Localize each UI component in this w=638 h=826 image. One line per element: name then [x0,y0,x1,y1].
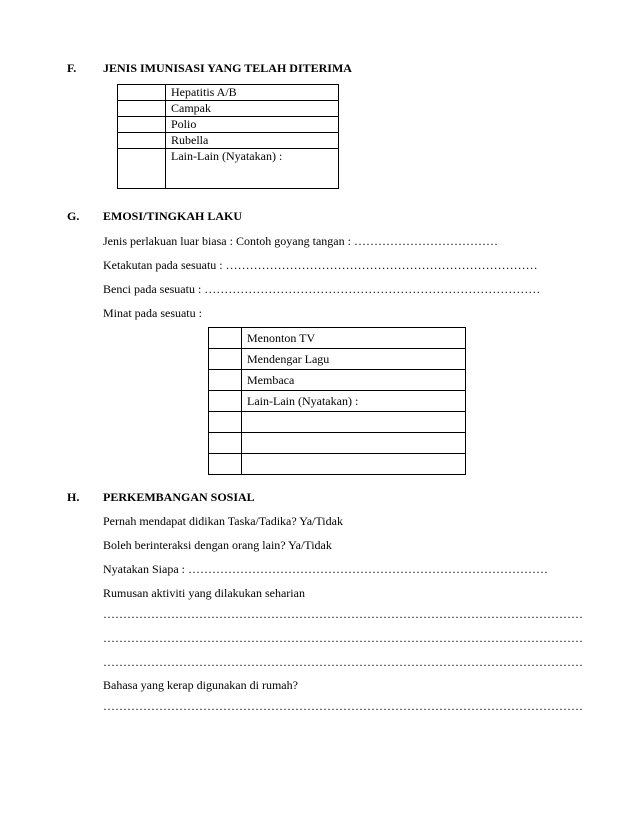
interest-checkbox[interactable] [209,433,242,454]
section-f-title: JENIS IMUNISASI YANG TELAH DITERIMA [103,61,352,75]
immunization-checkbox[interactable] [118,85,166,101]
section-h-letter: H. [67,490,80,504]
interests-table [208,327,466,475]
immunization-label: Polio [166,117,339,133]
immunization-label: Rubella [166,133,339,149]
home-language-label: Bahasa yang kerap digunakan di rumah? [103,678,298,692]
immunization-checkbox[interactable] [118,101,166,117]
daily-activities-line[interactable]: ………………………………………………………………………………………………………… [103,631,583,645]
immunization-checkbox[interactable] [118,149,166,189]
interest-checkbox[interactable] [209,454,242,475]
section-g-title: EMOSI/TINGKAH LAKU [103,209,243,223]
interest-checkbox[interactable] [209,391,242,412]
with-whom-line[interactable]: Nyatakan Siapa : ……………………………………………………………………………… [103,562,548,576]
interest-blank-field[interactable] [242,433,466,454]
daily-activities-label: Rumusan aktiviti yang dilakukan seharian [103,586,305,600]
interest-checkbox[interactable] [209,412,242,433]
interests-label: Minat pada sesuatu : [103,306,202,320]
interaction-question[interactable]: Boleh berinteraksi dengan orang lain? Ya/Tidak [103,538,332,552]
preschool-question[interactable]: Pernah mendapat didikan Taska/Tadika? Ya/Tidak [103,514,343,528]
interest-checkbox[interactable] [209,328,242,349]
immunization-label: Campak [166,101,339,117]
interest-checkbox[interactable] [209,349,242,370]
dislikes-line[interactable]: Benci pada sesuatu : ………………………………………………………………………… [103,282,541,296]
daily-activities-line[interactable]: ………………………………………………………………………………………………………… [103,607,583,621]
interest-checkbox[interactable] [209,370,242,391]
fears-line[interactable]: Ketakutan pada sesuatu : …………………………………………………………………… [103,258,538,272]
section-g-letter: G. [67,209,80,223]
interest-label: Membaca [242,370,466,391]
daily-activities-line[interactable]: ………………………………………………………………………………………………………… [103,655,583,669]
interest-blank-field[interactable] [242,454,466,475]
section-h-title: PERKEMBANGAN SOSIAL [103,490,255,504]
interest-label: Menonton TV [242,328,466,349]
immunization-checkbox[interactable] [118,117,166,133]
immunization-other-label: Lain-Lain (Nyatakan) : [166,149,339,189]
section-f-letter: F. [67,61,77,75]
immunization-table [117,84,339,189]
interest-label: Mendengar Lagu [242,349,466,370]
home-language-line[interactable]: ………………………………………………………………………………………………………… [103,699,583,713]
interest-blank-field[interactable] [242,412,466,433]
immunization-checkbox[interactable] [118,133,166,149]
interest-other-label: Lain-Lain (Nyatakan) : [242,391,466,412]
immunization-label: Hepatitis A/B [166,85,339,101]
unusual-behavior-line[interactable]: Jenis perlakuan luar biasa : Contoh goyang tangan : ……………………………… [103,234,498,248]
